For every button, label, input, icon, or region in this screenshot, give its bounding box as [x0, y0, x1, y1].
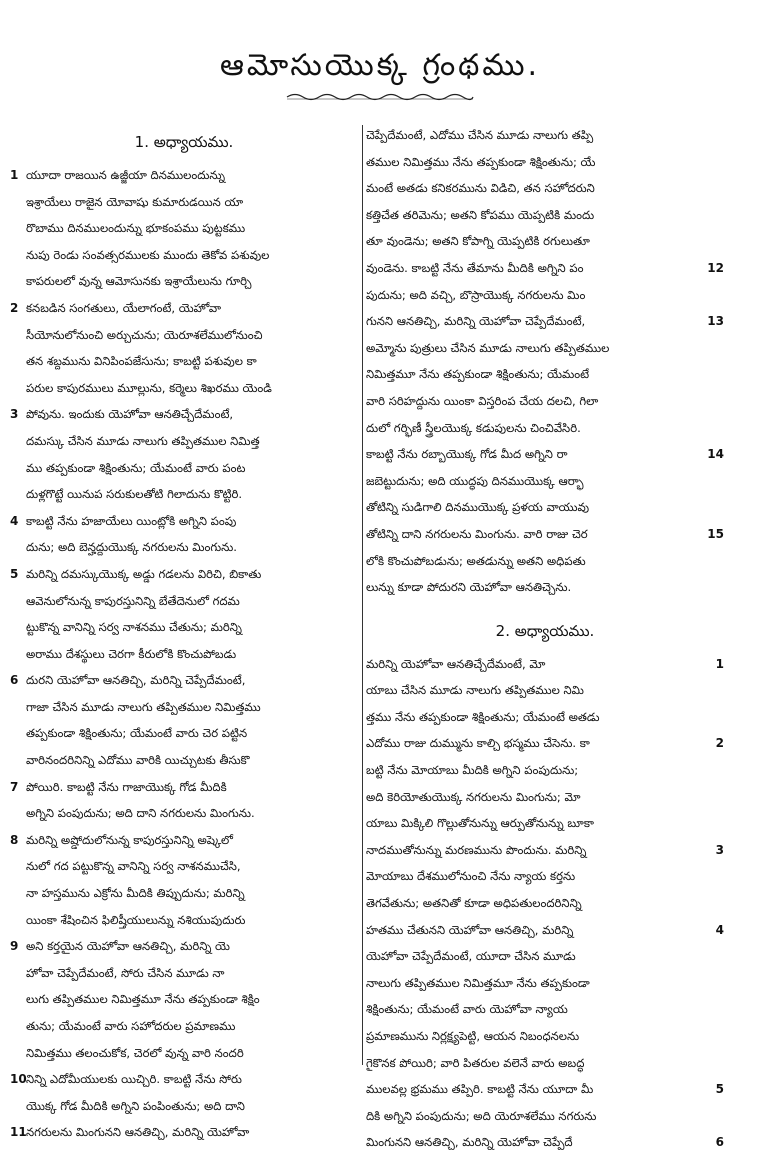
text-line: [366, 548, 724, 575]
line-text: యాబు మిక్కిలి గొల్లుతోనున్ను ఆర్పుతోనున్ను బూకా: [366, 816, 594, 831]
line-text: యాబు చేసిన మూడు నాలుగు తప్పితముల నిమి: [366, 683, 584, 698]
text-line: [10, 853, 358, 880]
line-text: వుండెను. కాబట్టి నేను తేమాను మీదికి అగ్నిని పం: [366, 260, 584, 275]
line-text: ఇశ్రాయేలు రాజైన యోవాషు కుమారుడయిన యా: [26, 194, 244, 209]
line-text: ఆవెనులోనున్న కాపురస్తునిన్ని బేతేదెనులో గదమ: [26, 593, 240, 608]
text-line: [10, 1119, 358, 1146]
verse-number: 6: [715, 1135, 724, 1150]
verse-number: 8: [10, 832, 19, 847]
text-line: [10, 401, 358, 428]
line-text: నగరులను మింగునని ఆనతిచ్చి, మరిన్ని యెహోవా: [26, 1125, 250, 1140]
text-line: [366, 943, 724, 970]
line-text: అరాము దేశస్థులు చెరగా కీరులోకి కొంచుపోబడు: [26, 646, 237, 661]
text-line: [10, 534, 358, 561]
text-line: [10, 428, 358, 455]
chapter-2-text: [366, 651, 724, 1156]
line-text: ములవల్ల భ్రమము తప్పిరి. కాబట్టి నేను యూదా మీ: [366, 1082, 594, 1097]
line-text: అది కెరియోతుయొక్క నగరులను మింగును; మో: [366, 789, 581, 804]
text-line: [10, 455, 358, 482]
line-text: ఎదోము రాజు దుమ్మును కాల్చి భస్మము చేసెను. కా: [366, 736, 590, 751]
line-text: కత్తిచేత తరిమెను; అతని కోపము యెప్పటికి మందు: [366, 207, 595, 222]
text-line: [10, 348, 358, 375]
text-line: [10, 322, 358, 349]
column-divider: [362, 125, 363, 1065]
text-line: [366, 308, 724, 335]
text-line: [10, 1040, 358, 1067]
line-text: తును; యేమంటే వారు సహోదరుల ప్రమాణము: [26, 1019, 236, 1033]
line-text: దును; అది బెన్హద్దుయొక్క నగరులను మింగును.: [26, 540, 237, 555]
text-line: [10, 694, 358, 721]
verse-number: 5: [715, 1082, 724, 1097]
text-line: [366, 917, 724, 944]
verse-number: 4: [10, 513, 19, 528]
chapter-2-heading: 2. అధ్యాయము.: [495, 621, 595, 640]
verse-number: 7: [10, 779, 19, 794]
text-line: [366, 810, 724, 837]
chapter-1-text: [10, 162, 358, 1146]
line-text: నిమిత్తము తలంచుకోక, చెరలో వున్న వారి నందరి: [26, 1045, 244, 1060]
line-text: మరిన్ని అష్డోదులోనున్న కాపురస్తునిన్ని అష్కెలో: [26, 832, 233, 847]
text-line: [366, 1050, 724, 1077]
text-line: [366, 677, 724, 704]
line-text: శిక్షింతును; యేమంటే వారు యెహోవా న్యాయ: [366, 1002, 568, 1017]
chapter-gap: [366, 601, 724, 611]
text-line: [366, 1129, 724, 1156]
line-text: త్తము నేను తప్పకుండా శిక్షింతును; యేమంటే అతడు: [366, 709, 600, 724]
line-text: ప్రమాణమును నిర్లక్ష్యపెట్టి, ఆయన నిబంధనలను: [366, 1029, 580, 1043]
line-text: యెహోవా చెప్పేదేమంటే, యూదా చేసిన మూడు: [366, 949, 576, 964]
line-text: వారినందరినిన్ని ఎదోము వారికి యిచ్చుటకు తీసుకొ: [26, 753, 250, 768]
verse-number: 15: [707, 526, 724, 541]
line-text: లోకి కొంచుపోబడును; అతడున్ను అతని అధిపతు: [366, 553, 586, 568]
line-text: గాజా చేసిన మూడు నాలుగు తప్పితముల నిమిత్తము: [26, 699, 261, 714]
line-text: లుగు తప్పితముల నిమిత్తమూ నేను తప్పకుండా శిక్షిం: [26, 992, 260, 1007]
line-text: నిన్ని ఎదోమీయులకు యిచ్చిరి. కాబట్టి నేను సోరు: [26, 1072, 242, 1087]
line-text: తోటిన్ని దాని నగరులను మింగును. వారి రాజు చెర: [366, 526, 588, 541]
line-text: కాబట్టి నేను రబ్బాయొక్క గోడ మీద అగ్నిని రా: [366, 447, 568, 462]
text-line: [10, 242, 358, 269]
text-line: [366, 996, 724, 1023]
line-text: లున్ను కూడా పోదురని యెహోవా ఆనతిచ్చెను.: [366, 580, 572, 595]
text-line: [366, 574, 724, 601]
text-line: [366, 784, 724, 811]
line-text: నాదముతోనున్ను మరణమును పొందును. మరిన్ని: [366, 842, 587, 857]
chapter-1-heading: 1. అధ్యాయము.: [134, 133, 234, 151]
text-line: [366, 282, 724, 309]
verse-number: 1: [715, 656, 724, 671]
text-line: [366, 970, 724, 997]
text-line: [366, 388, 724, 415]
line-text: గైకొనక పోయిరి; వారి పితరుల వలెనే వారు అబద్ధ: [366, 1055, 585, 1070]
text-line: [366, 175, 724, 202]
text-line: [10, 880, 358, 907]
text-line: [366, 255, 724, 282]
text-line: [10, 162, 358, 189]
text-line: [10, 508, 358, 535]
line-text: తముల నిమిత్తము నేను తప్పకుండా శిక్షింతును; యే: [366, 154, 596, 169]
text-line: [366, 494, 724, 521]
line-text: తోటిన్ని సుడిగాలి దినముయొక్క ప్రళయ వాయువు: [366, 500, 590, 515]
verse-number: 2: [715, 736, 724, 751]
text-line: [10, 189, 358, 216]
line-text: కనబడిన సంగతులు, యేలాగంటే, యెహోవా: [26, 300, 222, 315]
text-line: [10, 827, 358, 854]
text-line: [366, 415, 724, 442]
text-line: [366, 468, 724, 495]
line-text: సీయోనులోనుంచి అర్చుచును; యెరూశలేములోనుంచి: [26, 327, 263, 342]
verse-number: 10: [10, 1072, 27, 1087]
text-line: [10, 641, 358, 668]
line-text: యూదా రాజయిన ఉజ్జీయా దినములందున్ను: [26, 168, 226, 182]
book-title: ఆమోసుయొక్క గ్రంథము.: [219, 48, 540, 84]
line-text: దమస్కు చేసిన మూడు నాలుగు తప్పితముల నిమిత్త: [26, 433, 260, 448]
line-text: అని కర్తయైన యెహోవా ఆనతిచ్చి, మరిన్ని యె: [26, 939, 230, 954]
chapter-1-continued-text: [366, 122, 724, 601]
line-text: గునని ఆనతిచ్చి, మరిన్ని యెహోవా చెప్పేదేమంటే,: [366, 314, 586, 329]
line-text: తప్పకుండా శిక్షింతును; యేమంటే వారు చెర పట్టిన: [26, 726, 248, 741]
line-text: హతము చేతునని యెహోవా ఆనతిచ్చి, మరిన్ని: [366, 922, 574, 937]
text-line: [366, 228, 724, 255]
text-line: [366, 651, 724, 678]
text-line: [10, 614, 358, 641]
line-text: పోయిరి. కాబట్టి నేను గాజాయొక్క గోడ మీదికి: [26, 779, 227, 794]
text-line: [10, 747, 358, 774]
text-line: [366, 149, 724, 176]
text-line: [10, 375, 358, 402]
text-line: [10, 774, 358, 801]
text-line: [366, 1076, 724, 1103]
text-line: [366, 890, 724, 917]
verse-number: 2: [10, 300, 19, 315]
line-text: నాలుగు తప్పితముల నిమిత్తమూ నేను తప్పకుండా: [366, 975, 590, 990]
verse-number: 11: [10, 1125, 27, 1140]
left-column: [10, 122, 358, 1146]
line-text: దుళ్లగొట్టే యినుప సరుకులతోటి గిలాదును కొట్టిరి.: [26, 487, 243, 502]
line-text: అమ్మోను పుత్రులు చేసిన మూడు నాలుగు తప్పితముల: [366, 340, 610, 355]
text-line: [366, 704, 724, 731]
line-text: బట్టి నేను మోయాబు మీదికి అగ్నిని పంపుదును;: [366, 763, 579, 778]
line-text: తన శబ్దమును వినిపింపజేసును; కాబట్టి పశువుల కా: [26, 354, 257, 369]
text-line: [366, 757, 724, 784]
text-line: [10, 1093, 358, 1120]
verse-number: 1: [10, 168, 19, 182]
verse-number: 4: [715, 922, 724, 937]
verse-number: 3: [715, 842, 724, 857]
text-line: [10, 933, 358, 960]
line-text: తూ వుండెను; అతని కోపాగ్ని యెప్పటికి రగులుతూ: [366, 234, 590, 249]
text-line: [366, 1103, 724, 1130]
text-line: [10, 960, 358, 987]
line-text: మంటే అతడు కనికరమును విడిచి, తన సహోదరుని: [366, 181, 595, 196]
right-column: [366, 122, 724, 1156]
line-text: నుపు రెండు సంవత్సరములకు ముందు తెకోవ పశువుల: [26, 247, 270, 262]
verse-number: 9: [10, 939, 19, 954]
verse-number: 13: [707, 314, 724, 329]
line-text: పరుల కాపురములు మూల్లును, కర్మెలు శిఖరము యెండి: [26, 380, 272, 395]
text-line: [10, 215, 358, 242]
line-text: తెగవేతును; అతనితో కూడా అధిపతులందరినిన్ని: [366, 896, 582, 911]
verse-number: 12: [707, 260, 724, 275]
text-line: [10, 1066, 358, 1093]
line-text: యింకా శేషించిన ఫిలిష్తీయులున్ను నశియుపుదురు: [26, 912, 246, 927]
text-line: [366, 837, 724, 864]
line-text: దికి అగ్నిని పంపుదును; అది యెరూశలేము నగరును: [366, 1108, 597, 1123]
text-line: [10, 561, 358, 588]
text-line: [10, 295, 358, 322]
text-line: [10, 481, 358, 508]
line-text: నా హస్తమును ఎక్రోను మీదికి తిప్పుదును; మరిన్ని: [26, 886, 245, 901]
line-text: దురని యెహోవా ఆనతిచ్చి, మరిన్ని చెప్పేదేమంటే,: [26, 673, 246, 688]
line-text: దులో గర్భిణీ స్త్రీలయొక్క కడుపులను చించివేసిరి.: [366, 420, 581, 435]
text-line: [10, 1013, 358, 1040]
line-text: పుదును; అది వచ్చి, బొస్రాయొక్క నగరులను మిం: [366, 287, 586, 302]
text-line: [366, 730, 724, 757]
line-text: మింగునని ఆనతిచ్చి, మరిన్ని యెహోవా చెప్పేదే: [366, 1135, 573, 1150]
title-ornament: [285, 90, 475, 104]
text-line: [10, 986, 358, 1013]
verse-number: 6: [10, 673, 19, 688]
text-line: [366, 521, 724, 548]
verse-number: 14: [707, 447, 724, 462]
text-line: [10, 800, 358, 827]
line-text: కాపరులలో వున్న ఆమోసునకు ఇశ్రాయేలును గూర్చి: [26, 274, 252, 289]
line-text: నిమిత్తమూ నేను తప్పకుండా శిక్షింతును; యేమంటే: [366, 367, 590, 382]
text-line: [10, 720, 358, 747]
line-text: మరిన్ని యెహోవా ఆనతిచ్చేదేమంటే, మో: [366, 656, 546, 671]
line-text: రొబాము దినములందున్ను భూకంపము పుట్టకము: [26, 221, 246, 236]
line-text: నులో గద పట్టుకొన్న వానిన్ని సర్వ నాశనముచేసి,: [26, 859, 241, 874]
line-text: మరిన్ని దమస్కుయొక్క అడ్డు గడలను విరిచి, బికాతు: [26, 566, 262, 581]
verse-number: 3: [10, 407, 19, 422]
text-line: [10, 907, 358, 934]
text-line: [366, 122, 724, 149]
text-line: [10, 268, 358, 295]
line-text: ట్టుకొన్న వానిన్ని సర్వ నాశనము చేతును; మరిన్ని: [26, 620, 242, 635]
line-text: మోయాబు దేశములోనుంచి నేను న్యాయ కర్తను: [366, 869, 576, 884]
line-text: ము తప్పకుండా శిక్షింతును; యేమంటే వారు పంట: [26, 460, 246, 475]
text-line: [366, 863, 724, 890]
line-text: అగ్నిని పంపుదును; అది దాని నగరులను మింగును.: [26, 806, 255, 821]
text-line: [366, 1023, 724, 1050]
line-text: వారి సరిహద్దును యింకా విస్తరింప చేయ దలచి, గిలా: [366, 393, 599, 408]
line-text: హోవా చెప్పేదేమంటే, సోరు చేసిన మూడు నా: [26, 965, 225, 980]
text-line: [10, 667, 358, 694]
line-text: యొక్క గోడ మీదికి అగ్నిని పంపింతును; అది దాని: [26, 1098, 245, 1113]
line-text: పోవును. ఇందుకు యెహోవా ఆనతిచ్చేదేమంటే,: [26, 407, 234, 422]
line-text: కాబట్టి నేను హజాయేలు యింట్లోకి అగ్నిని పంపు: [26, 513, 237, 528]
verse-number: 5: [10, 566, 19, 581]
text-line: [10, 588, 358, 615]
line-text: జబెట్టుదును; అది యుద్ధపు దినముయొక్క ఆర్భా: [366, 473, 584, 488]
text-line: [366, 361, 724, 388]
line-text: చెప్పేదేమంటే, ఎదోము చేసిన మూడు నాలుగు తప్పి: [366, 128, 594, 142]
text-line: [366, 335, 724, 362]
text-line: [366, 202, 724, 229]
text-line: [366, 441, 724, 468]
